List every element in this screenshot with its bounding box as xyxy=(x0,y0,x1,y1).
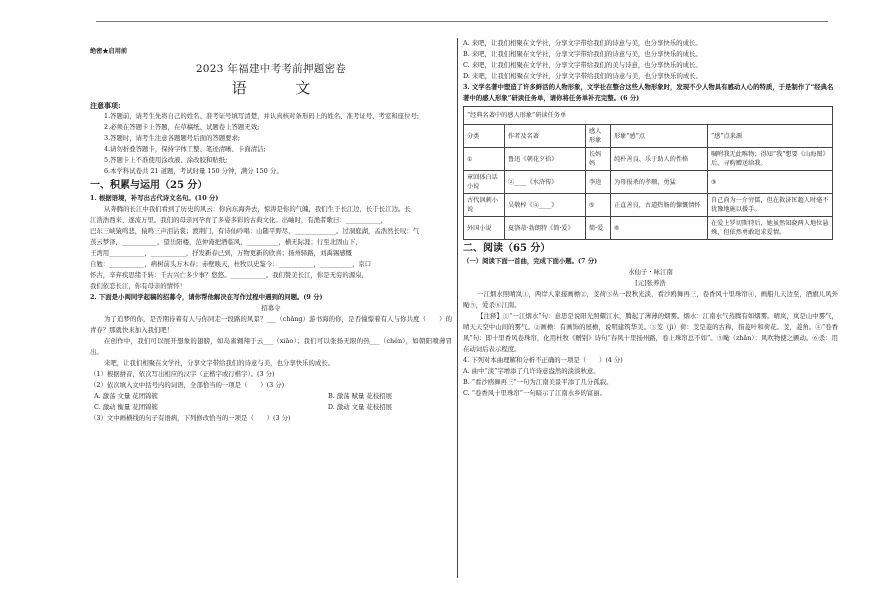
q1-line: 王湾用___________，___________，抒发新春已到，万物更新的欣喜；扬州驿路，刘禹锡感慨 xyxy=(90,249,353,257)
poem-author: [元]张养浩 xyxy=(635,279,666,287)
q1-line: 蒸云梦泽，___________。望岳阳楼，范仲淹把酒临风，__________，横无际涯；行至北固山下， xyxy=(90,238,362,246)
table-cell: 纯朴善良、乐于助人的性格 xyxy=(611,148,708,171)
option-d: D. 激动 文量 花枝招展 xyxy=(327,403,392,411)
section-2-title: 二、阅读（65 分） xyxy=(463,243,551,254)
table-header: 作者及名著 xyxy=(505,125,586,148)
table-header: 感人形象 xyxy=(586,125,611,148)
table-cell: 古代讽刺小说 xyxy=(464,194,505,217)
q1-line: 我们依恋长江，你有母亲的情怀！ xyxy=(90,282,186,290)
table-row xyxy=(464,148,833,171)
note-item: 4.请勿折叠答题卡，保持字体工整、笔迹清晰、卡面清洁; xyxy=(104,145,266,153)
column-divider xyxy=(457,38,458,578)
q1-line: 自勉：___________，病树前头万木春；赤壁映天，杜牧以史鉴今：___________，__________，京口 xyxy=(90,260,372,268)
q4-option: C. “卷香风十里珠帘”一句暗示了江南水乡的富丽。 xyxy=(463,389,607,397)
table-row xyxy=(464,171,833,194)
table-cell: 嘱咐我无此唯物；得知“我”想要《山海图》后，寻购赠送给我。 xyxy=(708,148,833,171)
table-header: 分类 xyxy=(464,125,505,148)
note-item: 6.本学科试卷共 21 道题，考试时量 150 分钟，满分 150 分。 xyxy=(104,167,283,175)
q2-options-row-1 xyxy=(90,391,452,402)
left-column xyxy=(90,38,452,424)
top-rule xyxy=(96,21,828,22)
poem-title: 水仙子・咏江南 xyxy=(628,268,673,276)
q2-option-c: C. 来吧，让我们相聚在文学社，分享文字带给我们的美与诗意，也分享快乐的成长。 xyxy=(463,61,702,69)
table-cell: 正直善良，古道热肠的慷慨情怀 xyxy=(611,194,708,217)
table-cell: ① xyxy=(464,148,505,171)
q2-sub-3: （3）文中画横线的句子有语病，下列修改恰当的一项是（ ）(3 分) xyxy=(90,414,291,422)
table-cell: 长妈妈 xyxy=(586,148,611,171)
right-column xyxy=(463,38,838,399)
table-cell: ③ xyxy=(708,171,833,194)
q2-option-a: A. 来吧，让我们相聚在文学社，分享文字带给我们的诗意与美，也分享快乐的成长。 xyxy=(463,39,702,47)
recruit-heading: 招募令 xyxy=(261,304,281,312)
question-2-title: 2. 下面是小闽同学起稿的招募令，请你帮他解决在写作过程中遇到的问题。(9 分) xyxy=(90,293,323,301)
q1-line: 巴东三峡猿鸣悲，猿鸣三声泪沾裳；渡荆门，有诗仙吟唱：山随平野尽，_____________。过洞庭湖，孟浩然长叹：气 xyxy=(90,227,420,235)
table-cell: 鲁迅《朝花夕拾》 xyxy=(505,148,586,171)
option-c: C. 激动 衡量 花团锦簇 xyxy=(94,403,158,411)
note-item: 2.必须在答题卡上答题，在草稿纸、试题卷上答题无效; xyxy=(104,123,260,131)
q1-line: 从奔腾的长江中我们看到了历史的风云：你向东海奔去，惊涛是你的气魄，我们生于长江边，长于长江边。长 xyxy=(104,205,411,213)
q2-para: 来吧，让我们相聚在文学社，分享文字带给我们的诗意与美，也分享快乐的成长。 xyxy=(104,359,335,367)
notes-title: 注意事项: xyxy=(90,101,121,110)
q1-line: 江浩浩西来，逐流万里。我们的母亲河孕育了多姿多彩的古典文化。出岫时，有渔者歌曰：___________， xyxy=(90,216,388,224)
table-header-row xyxy=(464,125,833,148)
table-cell: ⑥ xyxy=(611,217,708,240)
table-caption: “经典名著中的感人形象”研读任务单 xyxy=(464,107,833,125)
option-a: A. 激荡 文量 花团锦簇 xyxy=(94,392,158,400)
table-cell: 为母报杀的孝顺，勇猛 xyxy=(611,171,708,194)
note-item: 3.答题时，请考生注意各题题号后面的答题要求; xyxy=(104,134,241,142)
q2-sub-1: （1）根据拼音，依次写出相应的汉字（正楷字或行楷字）。(3 分) xyxy=(90,370,275,378)
q2-para: 在创作中，我们可以展开想象的翅膀，如岛雀翱翔于云___（xiāo）；我们可以张扬无限的热___（chén），如朝阳喷薄冒出。 xyxy=(90,337,452,356)
table-cell: ②____《水浒传》 xyxy=(505,171,586,194)
table-cell: 吴敬梓《④____》 xyxy=(505,194,586,217)
table-cell: 章回体白话小说 xyxy=(464,171,505,194)
table-cell: 自己尚为一介穷儒，但在救济匡超人时毫不犹豫地施以援手。 xyxy=(708,194,833,217)
task-table xyxy=(463,106,833,240)
notes-list xyxy=(90,111,452,177)
question-3-title: 3. 文学名著中塑造了许多鲜活的人物形象，文学社在整合这些人物形象时，发现不少人物具有感动人心的特质，于是制作了“经典名著中的感人形象”研读任务单，请你将任务单补充完整。(6 分) xyxy=(463,83,834,102)
q1-line: 怀古，辛弃疾思绪千转：千古兴亡多少事？悠悠。___________。我们赞美长江，你是无穷的源泉， xyxy=(90,271,368,279)
table-cell: 夏洛蒂·勃朗特《简·爱》 xyxy=(505,217,586,240)
q4-option: A. 曲中“淡”字增添了几许诗意盎然的淡淡秋意。 xyxy=(463,367,600,375)
question-4-title: 4. 下列对本曲理解和分析不正确的一项是（ ）(4 分) xyxy=(463,356,623,364)
q2-sub-2: （2）依次填入文中括号内的词语，全部恰当的一项是（ ）(3 分) xyxy=(90,381,285,389)
option-b: B. 激荡 赋量 花枝招展 xyxy=(328,392,392,400)
question-1-body xyxy=(90,204,452,292)
table-cell: 在爱上罗切斯特后，她虽然知晓两人地位悬殊，但依然勇敢追求爱情。 xyxy=(708,217,833,240)
q2-options-row-2 xyxy=(90,402,452,413)
secret-label: 绝密★启用前 xyxy=(90,48,128,55)
table-row xyxy=(464,194,833,217)
table-cell: 外国小说 xyxy=(464,217,505,240)
section-1-title: 一、积累与运用（25 分） xyxy=(90,180,208,191)
note-item: 1.答题前，请考生先将自己的姓名、准考证号填写清楚，并认真核对条形码上的姓名、准考证号、考室和座位号; xyxy=(104,112,419,120)
q4-option: B. “看沙鸥舞再三”一句为江南美景平添了几分孤寂。 xyxy=(463,378,613,386)
subject-title: 语 文 xyxy=(231,79,333,97)
table-header: 形象“感”点 xyxy=(611,125,708,148)
poem-notes: 【注释】①“一江烟水”句：意思是说阳光照耀江水，腾起了薄薄的烟雾。烟水：江南水气蒸腾有如烟雾。晴岚，岚是山中雾气，晴天天空中山间的雾气。②画檐：有画饰的屋檐，说明建筑华美。③芰（jì）荷：芰是菱的古称，指菱叶和荷花。芰，菱角。④“卷香风”句：即十里香风卷珠帘，化用杜牧《赠别》诗句“春风十里扬州路，卷上珠帘总不如”。⑤飐（zhǎn）：风吹物使之颤动。⑥杀：用在动词后表示程度。 xyxy=(463,312,838,353)
q2-para: 为了追梦的你，是否期待着有人与你同走一段路的风景？___（chǎng）游书海的你，是否憧憬着有人与你共度（ ）的青春？那就快来加入我们吧！ xyxy=(90,315,452,334)
table-header: “感”点来源 xyxy=(708,125,833,148)
question-1-title: 1. 根据语境，补写出古代诗文名句。(10 分) xyxy=(90,194,219,202)
table-cell: 李逵 xyxy=(586,171,611,194)
table-row xyxy=(464,217,833,240)
q2-option-d: D. 来吧，让我们相聚在文学社，分享文字带给我们的诗意与美，也分享快乐的成长。 xyxy=(463,72,703,80)
exam-title: 2023 年福建中考考前押题密卷 xyxy=(195,63,347,75)
reading-1-title: （一）阅读下面一首曲，完成下面小题。(7 分) xyxy=(463,257,598,265)
table-cell: 简·爱 xyxy=(586,217,611,240)
table-cell: ⑤ xyxy=(586,194,611,217)
q2-option-b: B. 来吧，让我们相聚在文学社，分享文字带给我们的诗意与美，也分享快乐的成长。 xyxy=(463,50,702,58)
note-item: 5.答题卡上不准使用涂改液、涂改胶和贴纸; xyxy=(104,156,228,164)
poem-text: 一江烟水照晴岚①，两岸人家接画檐②，芰荷③丛一段秋光淡，看沙鸥舞再三，卷香风十里珠帘④，画船儿天边至，酒旗儿风外飐⑤，爱杀⑥江南。 xyxy=(463,290,838,309)
